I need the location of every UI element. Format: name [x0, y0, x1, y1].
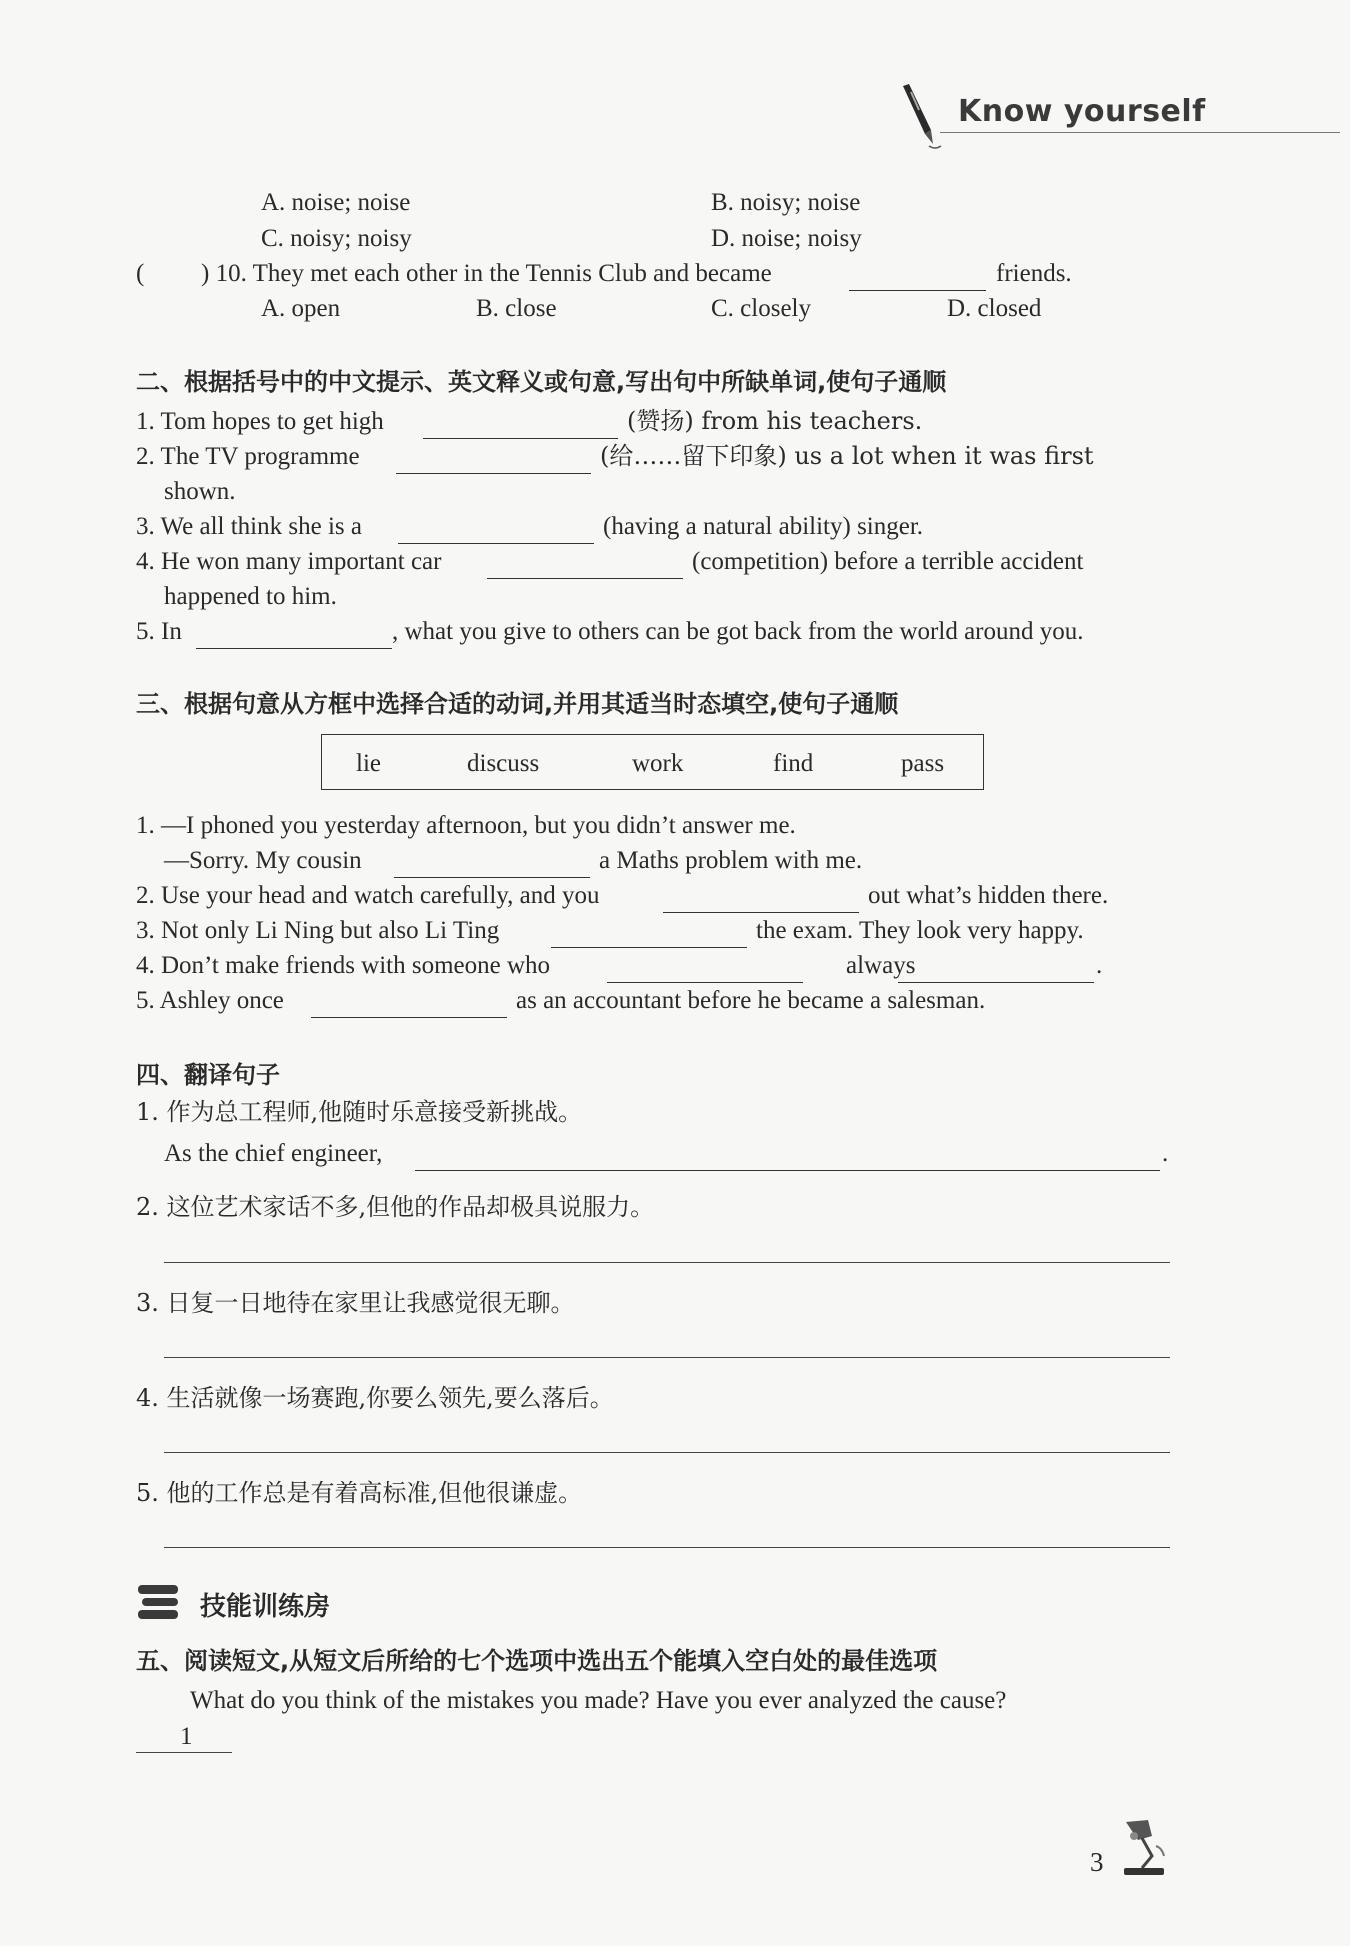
s2-item1-blank[interactable] — [423, 416, 618, 439]
q10-blank[interactable] — [849, 268, 986, 291]
s2-item5-post: , what you give to others can be got back from the world around you. — [392, 618, 1084, 645]
lamp-icon — [1112, 1816, 1174, 1883]
s3-item3-blank[interactable] — [551, 925, 747, 948]
s4-item1-en-end: . — [1162, 1140, 1169, 1167]
section2-heading: 二、根据括号中的中文提示、英文释义或句意,写出句中所缺单词,使句子通顺 — [136, 368, 947, 396]
q9-option-c: C. noisy; noisy — [261, 225, 412, 252]
word-box-item: pass — [901, 750, 945, 777]
s4-item3-answer-line[interactable] — [164, 1357, 1170, 1358]
s3-item1-line2-pre: —Sorry. My cousin — [164, 847, 362, 874]
skills-heading: 技能训练房 — [200, 1592, 331, 1622]
pen-icon — [895, 82, 945, 157]
s3-item5-blank[interactable] — [311, 995, 507, 1018]
word-box-item: discuss — [467, 750, 540, 777]
section3-heading: 三、根据句意从方框中选择合适的动词,并用其适当时态填空,使句子通顺 — [136, 690, 899, 718]
page-number: 3 — [1090, 1847, 1104, 1877]
q10-option-d: D. closed — [947, 295, 1042, 322]
q10-option-c: C. closely — [711, 295, 811, 322]
s5-blank-number: 1 — [180, 1723, 193, 1750]
s2-item2-post: (给……留下印象) us a lot when it was first — [600, 442, 1094, 470]
q9-option-b: B. noisy; noise — [711, 189, 861, 216]
s4-item2-answer-line[interactable] — [164, 1262, 1170, 1263]
q10-end: friends. — [996, 260, 1072, 287]
s3-item4-blank2[interactable] — [898, 960, 1094, 983]
s2-item2-cont: shown. — [164, 478, 236, 505]
q10-open-paren: ( — [136, 260, 145, 287]
s3-item1-blank[interactable] — [394, 855, 590, 878]
s4-item5-answer-line[interactable] — [164, 1547, 1170, 1548]
s3-item5-post: as an accountant before he became a salesman. — [516, 987, 986, 1014]
s2-item3-post: (having a natural ability) singer. — [603, 513, 924, 540]
s4-item1-cn: 1. 作为总工程师,他随时乐意接受新挑战。 — [136, 1098, 583, 1126]
s4-item5-cn: 5. 他的工作总是有着高标准,但他很谦虚。 — [136, 1479, 583, 1507]
s4-item2-cn: 2. 这位艺术家话不多,但他的作品却极具说服力。 — [136, 1193, 655, 1221]
s3-item4-mid: always — [846, 952, 916, 979]
s3-item1-line1: 1. —I phoned you yesterday afternoon, but you didn’t answer me. — [136, 812, 796, 839]
skills-icon — [136, 1583, 182, 1626]
s2-item2-blank[interactable] — [396, 451, 591, 474]
section4-heading: 四、翻译句子 — [136, 1061, 280, 1089]
q10-option-b: B. close — [476, 295, 557, 322]
s5-blank-1[interactable] — [136, 1752, 232, 1753]
s4-item1-en-prefix: As the chief engineer, — [164, 1140, 383, 1167]
s2-item4-post: (competition) before a terrible accident — [692, 548, 1084, 575]
q10-stem: ) 10. They met each other in the Tennis Club and became — [201, 260, 772, 287]
s3-item1-line2-post: a Maths problem with me. — [599, 847, 863, 874]
s2-item3-pre: 3. We all think she is a — [136, 513, 362, 540]
s2-item4-pre: 4. He won many important car — [136, 548, 442, 575]
s3-item4-post: . — [1096, 952, 1103, 979]
q9-option-a: A. noise; noise — [261, 189, 411, 216]
s3-item3-post: the exam. They look very happy. — [756, 917, 1084, 944]
s2-item1-post: (赞扬) from his teachers. — [627, 407, 923, 435]
s2-item5-pre: 5. In — [136, 618, 182, 645]
s2-item1-pre: 1. Tom hopes to get high — [136, 408, 384, 435]
s3-item2-post: out what’s hidden there. — [868, 882, 1109, 909]
s2-item3-blank[interactable] — [398, 521, 594, 544]
section5-heading: 五、阅读短文,从短文后所给的七个选项中选出五个能填入空白处的最佳选项 — [136, 1647, 938, 1675]
s5-line1: What do you think of the mistakes you made? Have you ever analyzed the cause? — [190, 1687, 1007, 1714]
header-title: Know yourself — [958, 94, 1206, 129]
s3-item5-pre: 5. Ashley once — [136, 987, 284, 1014]
s3-item2-pre: 2. Use your head and watch carefully, and you — [136, 882, 600, 909]
s3-item4-blank1[interactable] — [607, 960, 803, 983]
word-box-item: lie — [356, 750, 381, 777]
s4-item4-cn: 4. 生活就像一场赛跑,你要么领先,要么落后。 — [136, 1384, 614, 1412]
q9-option-d: D. noise; noisy — [711, 225, 862, 252]
word-box-item: work — [632, 750, 684, 777]
word-box-item: find — [773, 750, 814, 777]
s3-item4-pre: 4. Don’t make friends with someone who — [136, 952, 551, 979]
s2-item4-cont: happened to him. — [164, 583, 337, 610]
s4-item4-answer-line[interactable] — [164, 1452, 1170, 1453]
s4-item1-answer-line[interactable] — [415, 1148, 1160, 1171]
q10-option-a: A. open — [261, 295, 341, 322]
s3-item3-pre: 3. Not only Li Ning but also Li Ting — [136, 917, 500, 944]
header-rule — [940, 132, 1340, 133]
s2-item4-blank[interactable] — [487, 556, 683, 579]
s3-item2-blank[interactable] — [663, 890, 859, 913]
s2-item5-blank[interactable] — [196, 626, 392, 649]
s2-item2-pre: 2. The TV programme — [136, 443, 360, 470]
s4-item3-cn: 3. 日复一日地待在家里让我感觉很无聊。 — [136, 1289, 575, 1317]
